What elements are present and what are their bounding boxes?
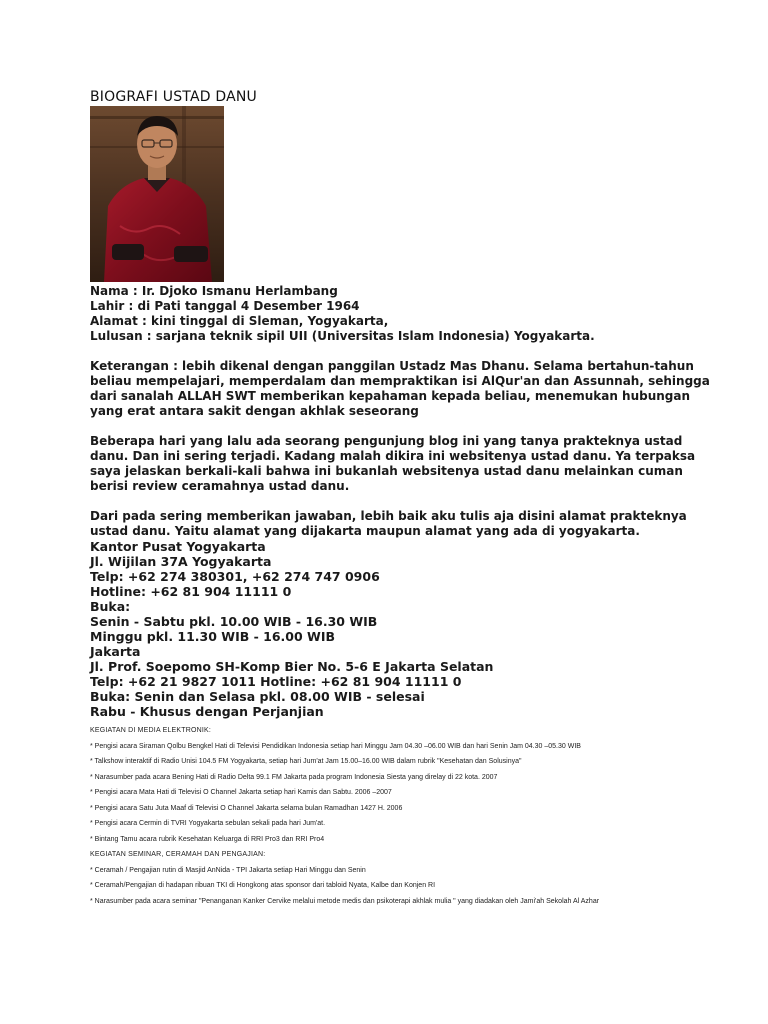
keterangan-paragraph xyxy=(90,359,730,419)
media-item: * Bintang Tamu acara rubrik Kesehatan Keluarga di RRI Pro3 dan RRI Pro4 xyxy=(90,835,325,843)
address-line: Jl. Wijilan 37A Yogyakarta xyxy=(90,554,272,569)
paragraph-line: Beberapa hari yang lalu ada seorang pengunjung blog ini yang tanya prakteknya ustad xyxy=(90,434,683,448)
main-content xyxy=(90,284,730,719)
media-heading: KEGIATAN DI MEDIA ELEKTRONIK: xyxy=(90,727,212,734)
portrait-illustration xyxy=(90,106,224,282)
bio-section xyxy=(90,284,730,344)
paragraph-line: ustad danu. Yaitu alamat yang dijakarta maupun alamat yang ada di yogyakarta. xyxy=(90,524,640,538)
address-line: Kantor Pusat Yogyakarta xyxy=(90,539,266,554)
bio-birth: Lahir : di Pati tanggal 4 Desember 1964 xyxy=(90,299,360,313)
seminar-heading: KEGIATAN SEMINAR, CERAMAH DAN PENGAJIAN: xyxy=(90,851,266,858)
media-item: * Pengisi acara Satu Juta Maaf di Televisi O Channel Jakarta selama bulan Ramadhan 1427 H. 2006 xyxy=(90,804,403,812)
paragraph-line: saya jelaskan berkali-kali bahwa ini bukanlah websitenya ustad danu melainkan cuman xyxy=(90,464,683,478)
bio-address: Alamat : kini tinggal di Sleman, Yogyakarta, xyxy=(90,314,389,328)
paragraph-line: Keterangan : lebih dikenal dengan panggilan Ustadz Mas Dhanu. Selama bertahun-tahun xyxy=(90,359,694,373)
media-item: * Talkshow interaktif di Radio Unisi 104.5 FM Yogyakarta, setiap hari Jum'at Jam 15.00–16.00 WIB dalam rubrik "Kesehatan dan Solusinya" xyxy=(90,758,522,765)
portrait-photo xyxy=(90,106,224,282)
paragraph-line: dari sanalah ALLAH SWT memberikan kepahaman kepada beliau, menemukan hubungan xyxy=(90,389,691,403)
address-line: Minggu pkl. 11.30 WIB - 16.00 WIB xyxy=(90,629,336,644)
page-title: BIOGRAFI USTAD DANU xyxy=(90,89,258,105)
address-line: Buka: Senin dan Selasa pkl. 08.00 WIB - selesai xyxy=(90,689,425,704)
address-intro-paragraph xyxy=(90,509,730,539)
media-item: * Pengisi acara Cermin di TVRI Yogyakarta sebulan sekali pada hari Jum'at. xyxy=(90,820,326,827)
address-line: Senin - Sabtu pkl. 10.00 WIB - 16.30 WIB xyxy=(90,614,378,629)
seminar-item: * Ceramah / Pengajian rutin di Masjid AnNida - TPI Jakarta setiap Hari Minggu dan Senin xyxy=(90,866,366,874)
paragraph-line: Dari pada sering memberikan jawaban, lebih baik aku tulis aja disini alamat prakteknya xyxy=(90,509,687,523)
paragraph-line: beliau mempelajari, memperdalam dan mempraktikan isi AlQur'an dan Assunnah, sehingga xyxy=(90,374,710,388)
address-line: Buka: xyxy=(90,599,131,614)
address-block xyxy=(90,539,730,719)
media-item: * Narasumber pada acara Bening Hati di Radio Delta 99.1 FM Jakarta pada program Indonesia Siesta yang direlay di 22 kota. 2007 xyxy=(90,773,498,781)
bio-name: Nama : Ir. Djoko Ismanu Herlambang xyxy=(90,284,338,298)
address-line: Telp: +62 21 9827 1011 Hotline: +62 81 904 11111 0 xyxy=(90,674,462,689)
address-line: Jakarta xyxy=(90,644,141,659)
address-line: Jl. Prof. Soepomo SH-Komp Bier No. 5-6 E Jakarta Selatan xyxy=(90,659,494,674)
seminar-item: * Narasumber pada acara seminar "Penanganan Kanker Cervike melalui metode medis dan psikoterapi akhlak mulia " yang diadakan oleh Jami'ah Sekolah Al Azhar xyxy=(90,897,600,905)
address-line: Hotline: +62 81 904 11111 0 xyxy=(90,584,292,599)
address-line: Rabu - Khusus dengan Perjanjian xyxy=(90,704,324,719)
activities-list xyxy=(90,723,730,909)
media-item: * Pengisi acara Siraman Qolbu Bengkel Hati di Televisi Pendidikan Indonesia setiap hari Minggu Jam 04.30 –06.00 WIB dan hari Senin Jam 04.30 –05.30 WIB xyxy=(90,742,581,750)
seminar-item: * Ceramah/Pengajian di hadapan ribuan TKI di Hongkong atas sponsor dari tabloid Nyata, Kalbe dan Konjen RI xyxy=(90,882,436,889)
visitor-paragraph xyxy=(90,434,730,494)
paragraph-line: yang erat antara sakit dengan akhlak seseorang xyxy=(90,404,419,418)
paragraph-line: berisi review ceramahnya ustad danu. xyxy=(90,479,350,493)
paragraph-line: danu. Dan ini sering terjadi. Kadang malah dikira ini websitenya ustad danu. Ya terpaksa xyxy=(90,449,696,463)
bio-education: Lulusan : sarjana teknik sipil UII (Universitas Islam Indonesia) Yogyakarta. xyxy=(90,329,595,343)
media-item: * Pengisi acara Mata Hati di Televisi O Channel Jakarta setiap hari Kamis dan Sabtu. 2006 –2007 xyxy=(90,789,392,796)
address-line: Telp: +62 274 380301, +62 274 747 0906 xyxy=(90,569,380,584)
